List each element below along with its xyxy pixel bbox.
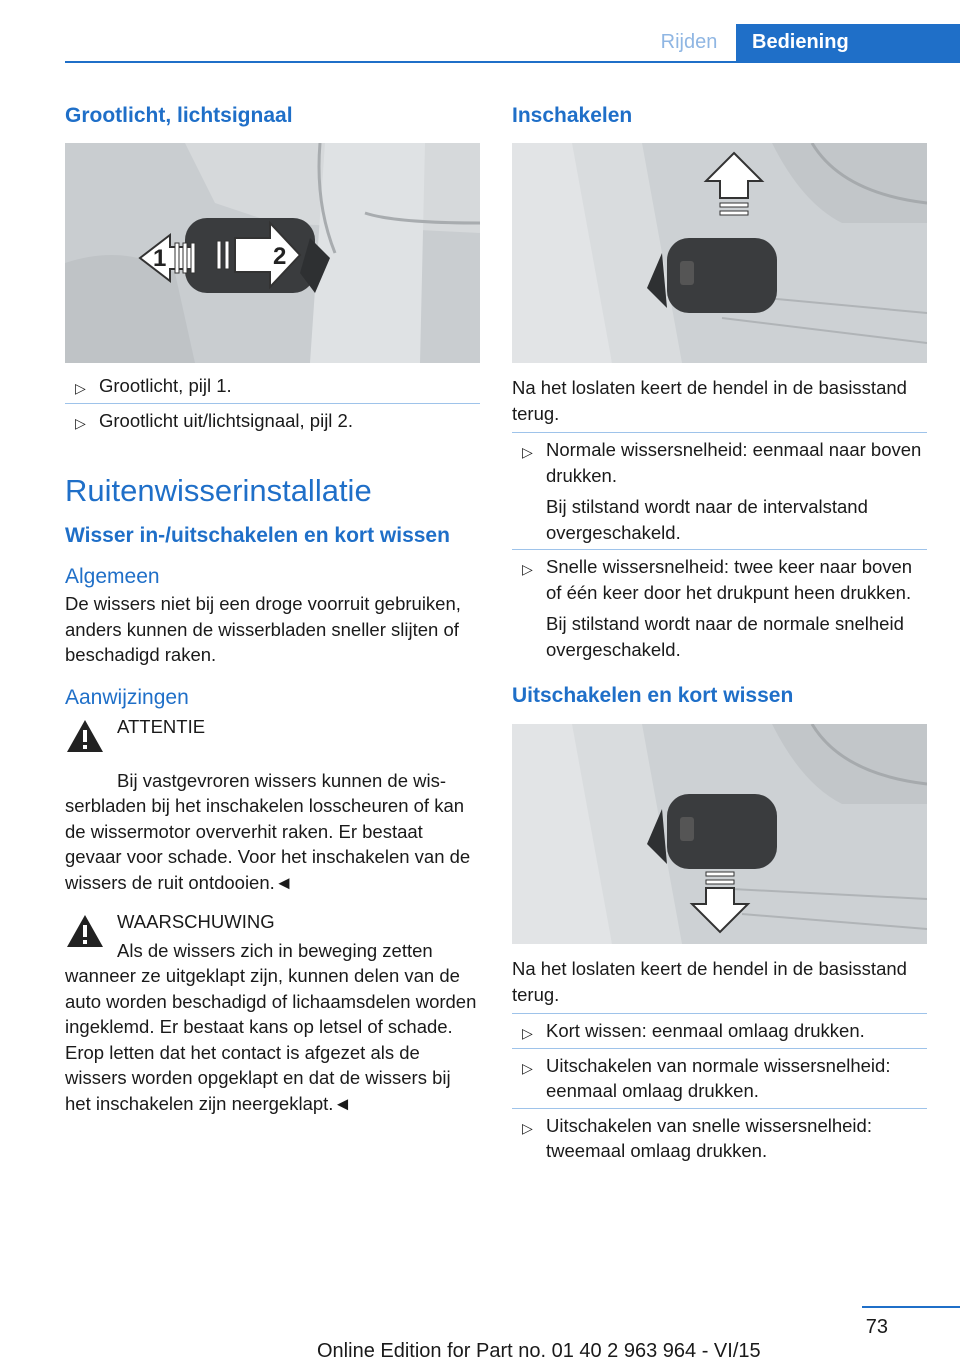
list-item: ▷ Grootlicht uit/lichtsignaal, pijl 2. xyxy=(65,403,480,438)
uitschakelen-intro: Na het loslaten keert de hendel in de basisstand terug. xyxy=(512,958,907,1005)
triangle-bullet-icon: ▷ xyxy=(522,1059,533,1076)
algemeen-text: De wissers niet bij een droge voorruit gebruiken, anders kunnen de wisserbladen sneller slijten of beschadigd raken. xyxy=(65,593,461,665)
triangle-bullet-icon: ▷ xyxy=(522,561,533,577)
list-item: ▷ Grootlicht, pijl 1. xyxy=(65,369,480,403)
inschakelen-list xyxy=(512,432,927,666)
triangle-bullet-icon: ▷ xyxy=(522,1025,533,1041)
tab-bediening[interactable]: Bediening xyxy=(736,24,960,61)
figure-wiper-off xyxy=(512,724,927,944)
figure-label-2: 2 xyxy=(273,243,287,270)
triangle-bullet-icon: ▷ xyxy=(75,380,86,396)
warning-text: Als de wissers zich in beweging zetten wanneer ze uitgeklapt zijn, kunnen delen van de auto worden beschadigd of lichaamsdelen worden ingeklemd. Er bestaat kans op letsel of schade. Erop letten dat het contact is afgezet als de wissers worden opgeklapt en dat de wissers bij het inschakelen zijn neergeklapt.◄ xyxy=(65,939,477,1114)
high-beam-illustration xyxy=(65,143,480,363)
figure-high-beam-lever xyxy=(65,143,480,363)
right-column xyxy=(512,100,927,1168)
triangle-bullet-icon: ▷ xyxy=(75,414,86,431)
wiper-off-illustration xyxy=(512,724,927,944)
subsection-aanwijzingen: Aanwijzingen xyxy=(65,685,189,709)
list-item: ▷ Snelle wissersnelheid: twee keer naar boven of één keer door het drukpunt heen drukken. Bij stilstand wordt naar de normale snelheid overgeschakeld. xyxy=(512,549,927,666)
triangle-bullet-icon: ▷ xyxy=(522,1119,533,1136)
section-title-grootlicht: Grootlicht, lichtsignaal xyxy=(65,104,293,127)
section-title-wisser: Wisser in-/uitschakelen en kort wissen xyxy=(65,524,450,547)
header-rule xyxy=(65,61,960,63)
triangle-bullet-icon: ▷ xyxy=(522,444,533,460)
edition-footer: Online Edition for Part no. 01 40 2 963 964 - VI/15 xyxy=(317,1340,761,1362)
warning-waarschuwing xyxy=(65,909,480,1116)
warning-title: WAARSCHUWING xyxy=(117,911,275,932)
warning-text: Bij vastgevroren wissers kunnen de wisserbladen bij het inschakelen losscheuren of kan de wissermotor oververhit raken. Er bestaat gevaar voor schade. Voor het inschakelen van de wissers de ruit ontdooien.◄ xyxy=(65,769,471,893)
chapter-title: Ruitenwisserinstallatie xyxy=(65,473,372,508)
section-title-uitschakelen: Uitschakelen en kort wissen xyxy=(512,684,794,707)
footer-rule xyxy=(862,1306,960,1308)
warning-attentie xyxy=(65,714,480,896)
figure-wiper-on xyxy=(512,143,927,363)
left-column xyxy=(65,100,480,1116)
list-item: ▷ Kort wissen: eenmaal omlaag drukken. xyxy=(512,1013,927,1048)
list-item: ▷ Uitschakelen van normale wissersnelheid: eenmaal omlaag drukken. xyxy=(512,1048,927,1108)
high-beam-list xyxy=(65,369,480,437)
warning-triangle-icon xyxy=(65,913,105,949)
section-title-inschakelen: Inschakelen xyxy=(512,104,633,127)
warning-title: ATTENTIE xyxy=(117,715,206,737)
uitschakelen-list xyxy=(512,1013,927,1168)
list-item: ▷ Uitschakelen van snelle wissersnelheid: tweemaal omlaag drukken. xyxy=(512,1108,927,1168)
figure-label-1: 1 xyxy=(153,245,167,272)
warning-triangle-icon xyxy=(65,718,105,754)
wiper-on-illustration xyxy=(512,143,927,363)
page-number: 73 xyxy=(865,1316,888,1338)
inschakelen-intro: Na het loslaten keert de hendel in de basisstand terug. xyxy=(512,377,907,424)
tab-rijden[interactable]: Rijden xyxy=(660,31,718,53)
list-item: ▷ Normale wissersnelheid: eenmaal naar boven drukken. Bij stilstand wordt naar de intervalstand overgeschakeld. xyxy=(512,432,927,549)
subsection-algemeen: Algemeen xyxy=(65,565,160,588)
